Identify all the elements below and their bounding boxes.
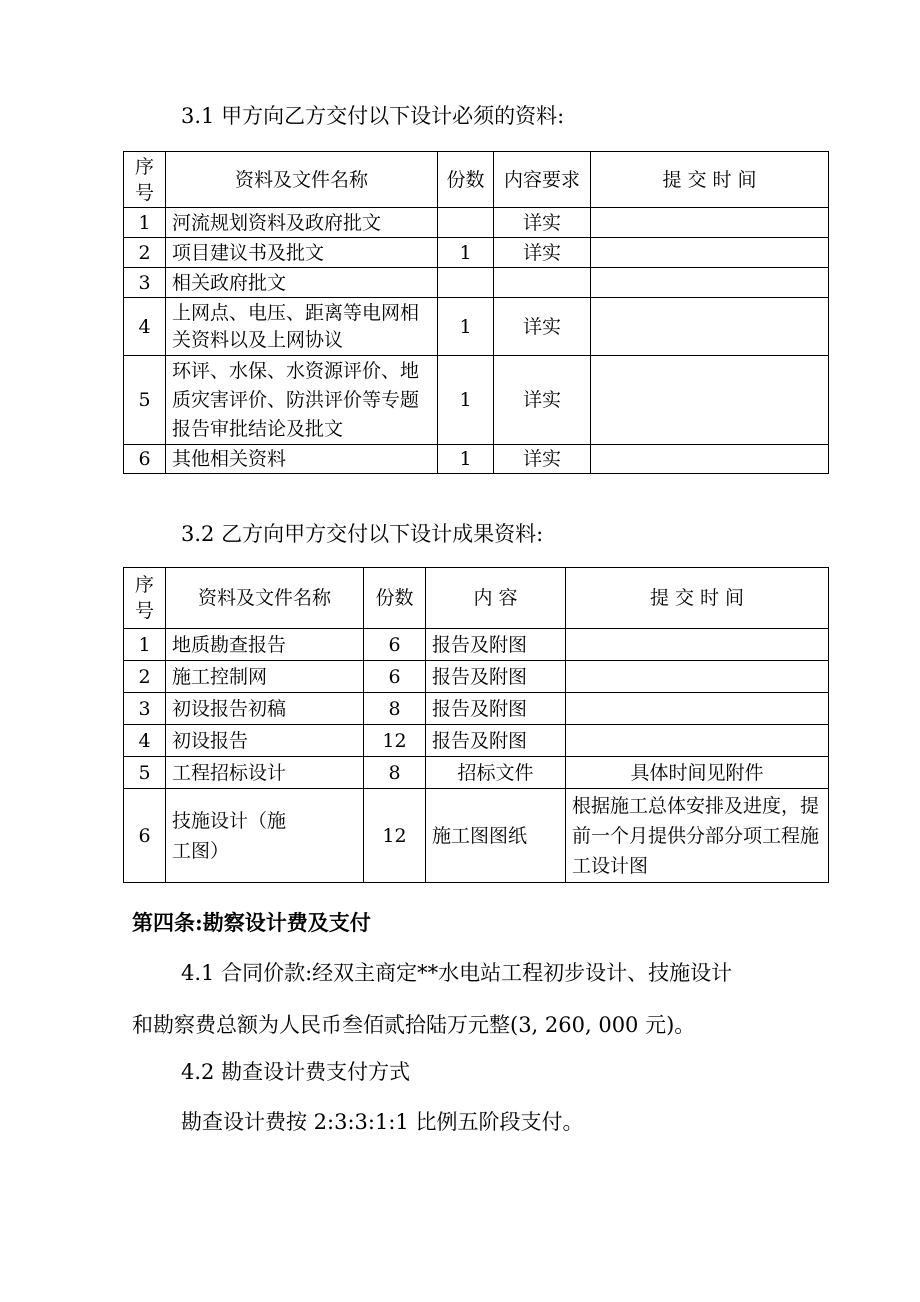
row-no: 1 — [124, 629, 166, 661]
header-time: 提 交 时 间 — [566, 568, 829, 629]
header-name: 资料及文件名称 — [166, 152, 438, 208]
row-requirement: 详实 — [494, 208, 591, 238]
table-3-2 — [123, 567, 829, 883]
row-requirement: 详实 — [494, 356, 591, 445]
header-requirement: 内容要求 — [494, 152, 591, 208]
table-3-1-header-row — [124, 152, 829, 208]
row-qty: 6 — [364, 629, 426, 661]
row-time: 根据施工总体安排及进度，提前一个月提供分部分项工程施工设计图 — [566, 789, 829, 883]
header-name: 资料及文件名称 — [166, 568, 364, 629]
table-row — [124, 661, 829, 693]
row-qty: 1 — [438, 298, 494, 356]
row-no: 6 — [124, 789, 166, 883]
row-time — [566, 725, 829, 757]
row-qty: 1 — [438, 445, 494, 474]
header-no: 序号 — [124, 152, 166, 208]
article-4-1-line-2: 和勘察费总额为人民币叁佰贰拾陆万元整(3, 260, 000 元)。 — [132, 1013, 696, 1037]
row-qty: 8 — [364, 693, 426, 725]
row-requirement — [494, 268, 591, 298]
row-name: 工程招标设计 — [166, 757, 364, 789]
row-content: 报告及附图 — [426, 629, 566, 661]
row-no: 2 — [124, 238, 166, 268]
article-4-title: 第四条:勘察设计费及支付 — [132, 910, 371, 935]
row-content: 报告及附图 — [426, 661, 566, 693]
table-row — [124, 757, 829, 789]
row-no: 6 — [124, 445, 166, 474]
table-row — [124, 629, 829, 661]
table-row — [124, 693, 829, 725]
section-3-2-title: 3.2 乙方向甲方交付以下设计成果资料: — [181, 522, 544, 546]
header-content: 内 容 — [426, 568, 566, 629]
row-content: 施工图图纸 — [426, 789, 566, 883]
row-time — [591, 238, 829, 268]
row-no: 3 — [124, 268, 166, 298]
row-time — [591, 268, 829, 298]
table-3-2-header-row — [124, 568, 829, 629]
row-time — [591, 298, 829, 356]
row-content: 报告及附图 — [426, 725, 566, 757]
row-qty: 8 — [364, 757, 426, 789]
table-row — [124, 238, 829, 268]
table-row — [124, 208, 829, 238]
table-row — [124, 445, 829, 474]
row-no: 2 — [124, 661, 166, 693]
row-time — [591, 356, 829, 445]
row-no: 5 — [124, 356, 166, 445]
row-qty — [438, 208, 494, 238]
article-4-1-line-1: 4.1 合同价款:经双主商定**水电站工程初步设计、技施设计 — [181, 961, 733, 985]
row-name: 初设报告 — [166, 725, 364, 757]
row-no: 3 — [124, 693, 166, 725]
header-qty: 份数 — [364, 568, 426, 629]
row-name: 项目建议书及批文 — [166, 238, 438, 268]
row-name: 技施设计（施工图） — [166, 789, 364, 883]
row-no: 4 — [124, 725, 166, 757]
row-time — [591, 208, 829, 238]
row-qty: 1 — [438, 238, 494, 268]
article-4-2-title: 4.2 勘查设计费支付方式 — [181, 1060, 411, 1084]
row-name: 施工控制网 — [166, 661, 364, 693]
row-name: 环评、水保、水资源评价、地质灾害评价、防洪评价等专题报告审批结论及批文 — [166, 356, 438, 445]
row-name: 相关政府批文 — [166, 268, 438, 298]
row-content: 报告及附图 — [426, 693, 566, 725]
row-time — [591, 445, 829, 474]
table-3-1 — [123, 151, 829, 474]
table-row — [124, 725, 829, 757]
row-requirement: 详实 — [494, 298, 591, 356]
row-name: 河流规划资料及政府批文 — [166, 208, 438, 238]
table-row — [124, 298, 829, 356]
row-no: 5 — [124, 757, 166, 789]
article-4-2-text: 勘查设计费按 2:3:3:1:1 比例五阶段支付。 — [181, 1110, 584, 1134]
row-qty: 1 — [438, 356, 494, 445]
row-name: 其他相关资料 — [166, 445, 438, 474]
row-name: 上网点、电压、距离等电网相关资料以及上网协议 — [166, 298, 438, 356]
row-time — [566, 693, 829, 725]
table-row — [124, 268, 829, 298]
row-qty: 12 — [364, 789, 426, 883]
table-row — [124, 356, 829, 445]
row-time — [566, 661, 829, 693]
row-requirement: 详实 — [494, 238, 591, 268]
row-no: 4 — [124, 298, 166, 356]
section-3-1-title: 3.1 甲方向乙方交付以下设计必须的资料: — [181, 104, 565, 128]
row-qty: 6 — [364, 661, 426, 693]
row-no: 1 — [124, 208, 166, 238]
row-time: 具体时间见附件 — [566, 757, 829, 789]
header-no: 序号 — [124, 568, 166, 629]
table-row — [124, 789, 829, 883]
row-requirement: 详实 — [494, 445, 591, 474]
row-time — [566, 629, 829, 661]
header-time: 提 交 时 间 — [591, 152, 829, 208]
row-content: 招标文件 — [426, 757, 566, 789]
row-qty: 12 — [364, 725, 426, 757]
header-qty: 份数 — [438, 152, 494, 208]
row-qty — [438, 268, 494, 298]
row-name: 地质勘查报告 — [166, 629, 364, 661]
row-name: 初设报告初稿 — [166, 693, 364, 725]
